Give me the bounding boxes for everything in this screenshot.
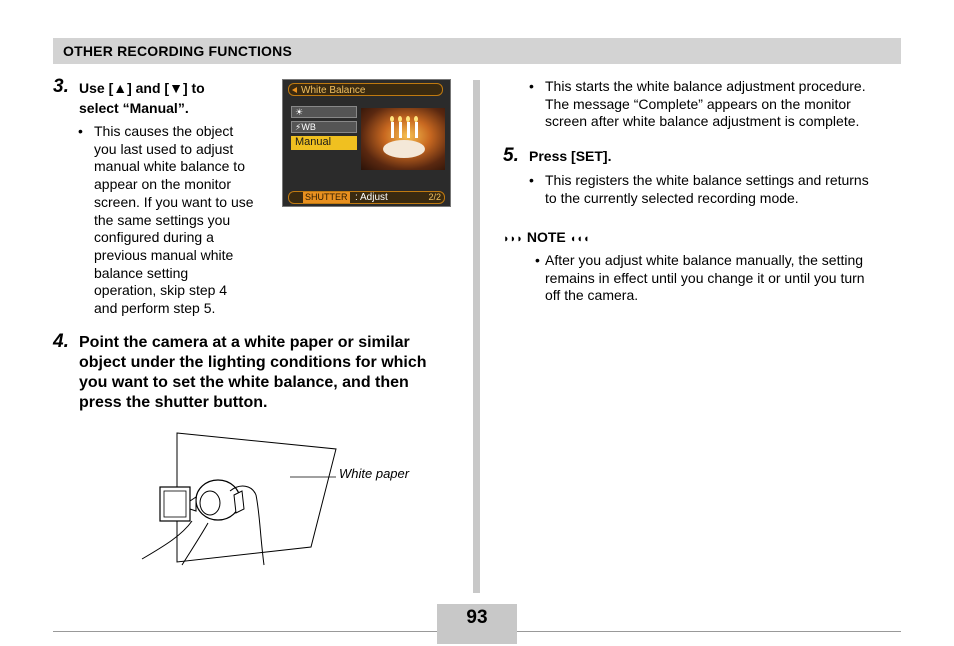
- step-4-number: 4.: [53, 331, 69, 352]
- adjust-label: : Adjust: [355, 192, 388, 203]
- wb-option-flash: ⚡WB: [291, 121, 357, 133]
- note-heading: [503, 229, 590, 245]
- step-3-bullet: • This causes the object you last used to adjust manual white balance to appear on the monitor screen. If you want to use the same settings you configured during a previous manual white balance setting operation, skip step 4 and perform step 5.: [78, 123, 254, 317]
- note-label: NOTE: [526, 229, 566, 245]
- step-3-number: 3.: [53, 76, 69, 97]
- step-4-title: Point the camera at a white paper or similar object under the lighting conditions for which you want to set the white balance, and then press the shutter button.: [79, 334, 427, 411]
- wb-option-daylight: ☀: [291, 106, 357, 118]
- step-5-bullet: • This registers the white balance settings and returns to the currently selected recording mode.: [529, 172, 869, 206]
- section-title: OTHER RECORDING FUNCTIONS: [63, 43, 292, 59]
- camera-white-paper-illustration: [130, 425, 430, 570]
- step-5-number: 5.: [503, 145, 519, 166]
- section-header-bar: [53, 38, 901, 64]
- shutter-badge: SHUTTER: [305, 192, 348, 202]
- step-4-result-bullet: • This starts the white balance adjustment procedure. The message “Complete” appears on the monitor screen after white balance adjustment is complete.: [529, 78, 866, 129]
- page-number-tab: [437, 632, 517, 644]
- page-number: 93: [437, 604, 517, 632]
- wb-option-manual: Manual: [291, 136, 357, 150]
- camera-monitor-screen: [282, 79, 451, 207]
- cake-image: [383, 140, 425, 158]
- note-right-icon: ◖◖◖: [569, 233, 590, 245]
- step-3-title-line: select “Manual”.: [79, 100, 189, 116]
- note-bullet: • After you adjust white balance manually, the setting remains in effect until you change it or until you turn off the camera.: [535, 252, 865, 303]
- screen-footer: [288, 191, 445, 204]
- note-left-icon: ◗◗◗: [503, 233, 523, 245]
- column-divider: [473, 80, 480, 593]
- step-3-title-line: Use [▲] and [▼] to: [79, 80, 205, 96]
- step-5-title: Press [SET].: [529, 148, 612, 164]
- screen-title-bar: White Balance: [288, 83, 443, 96]
- preview-photo: [361, 108, 445, 170]
- screen-page-count: 2/2: [428, 192, 441, 202]
- illustration-label: White paper: [339, 466, 410, 481]
- step-3-title: [79, 78, 205, 118]
